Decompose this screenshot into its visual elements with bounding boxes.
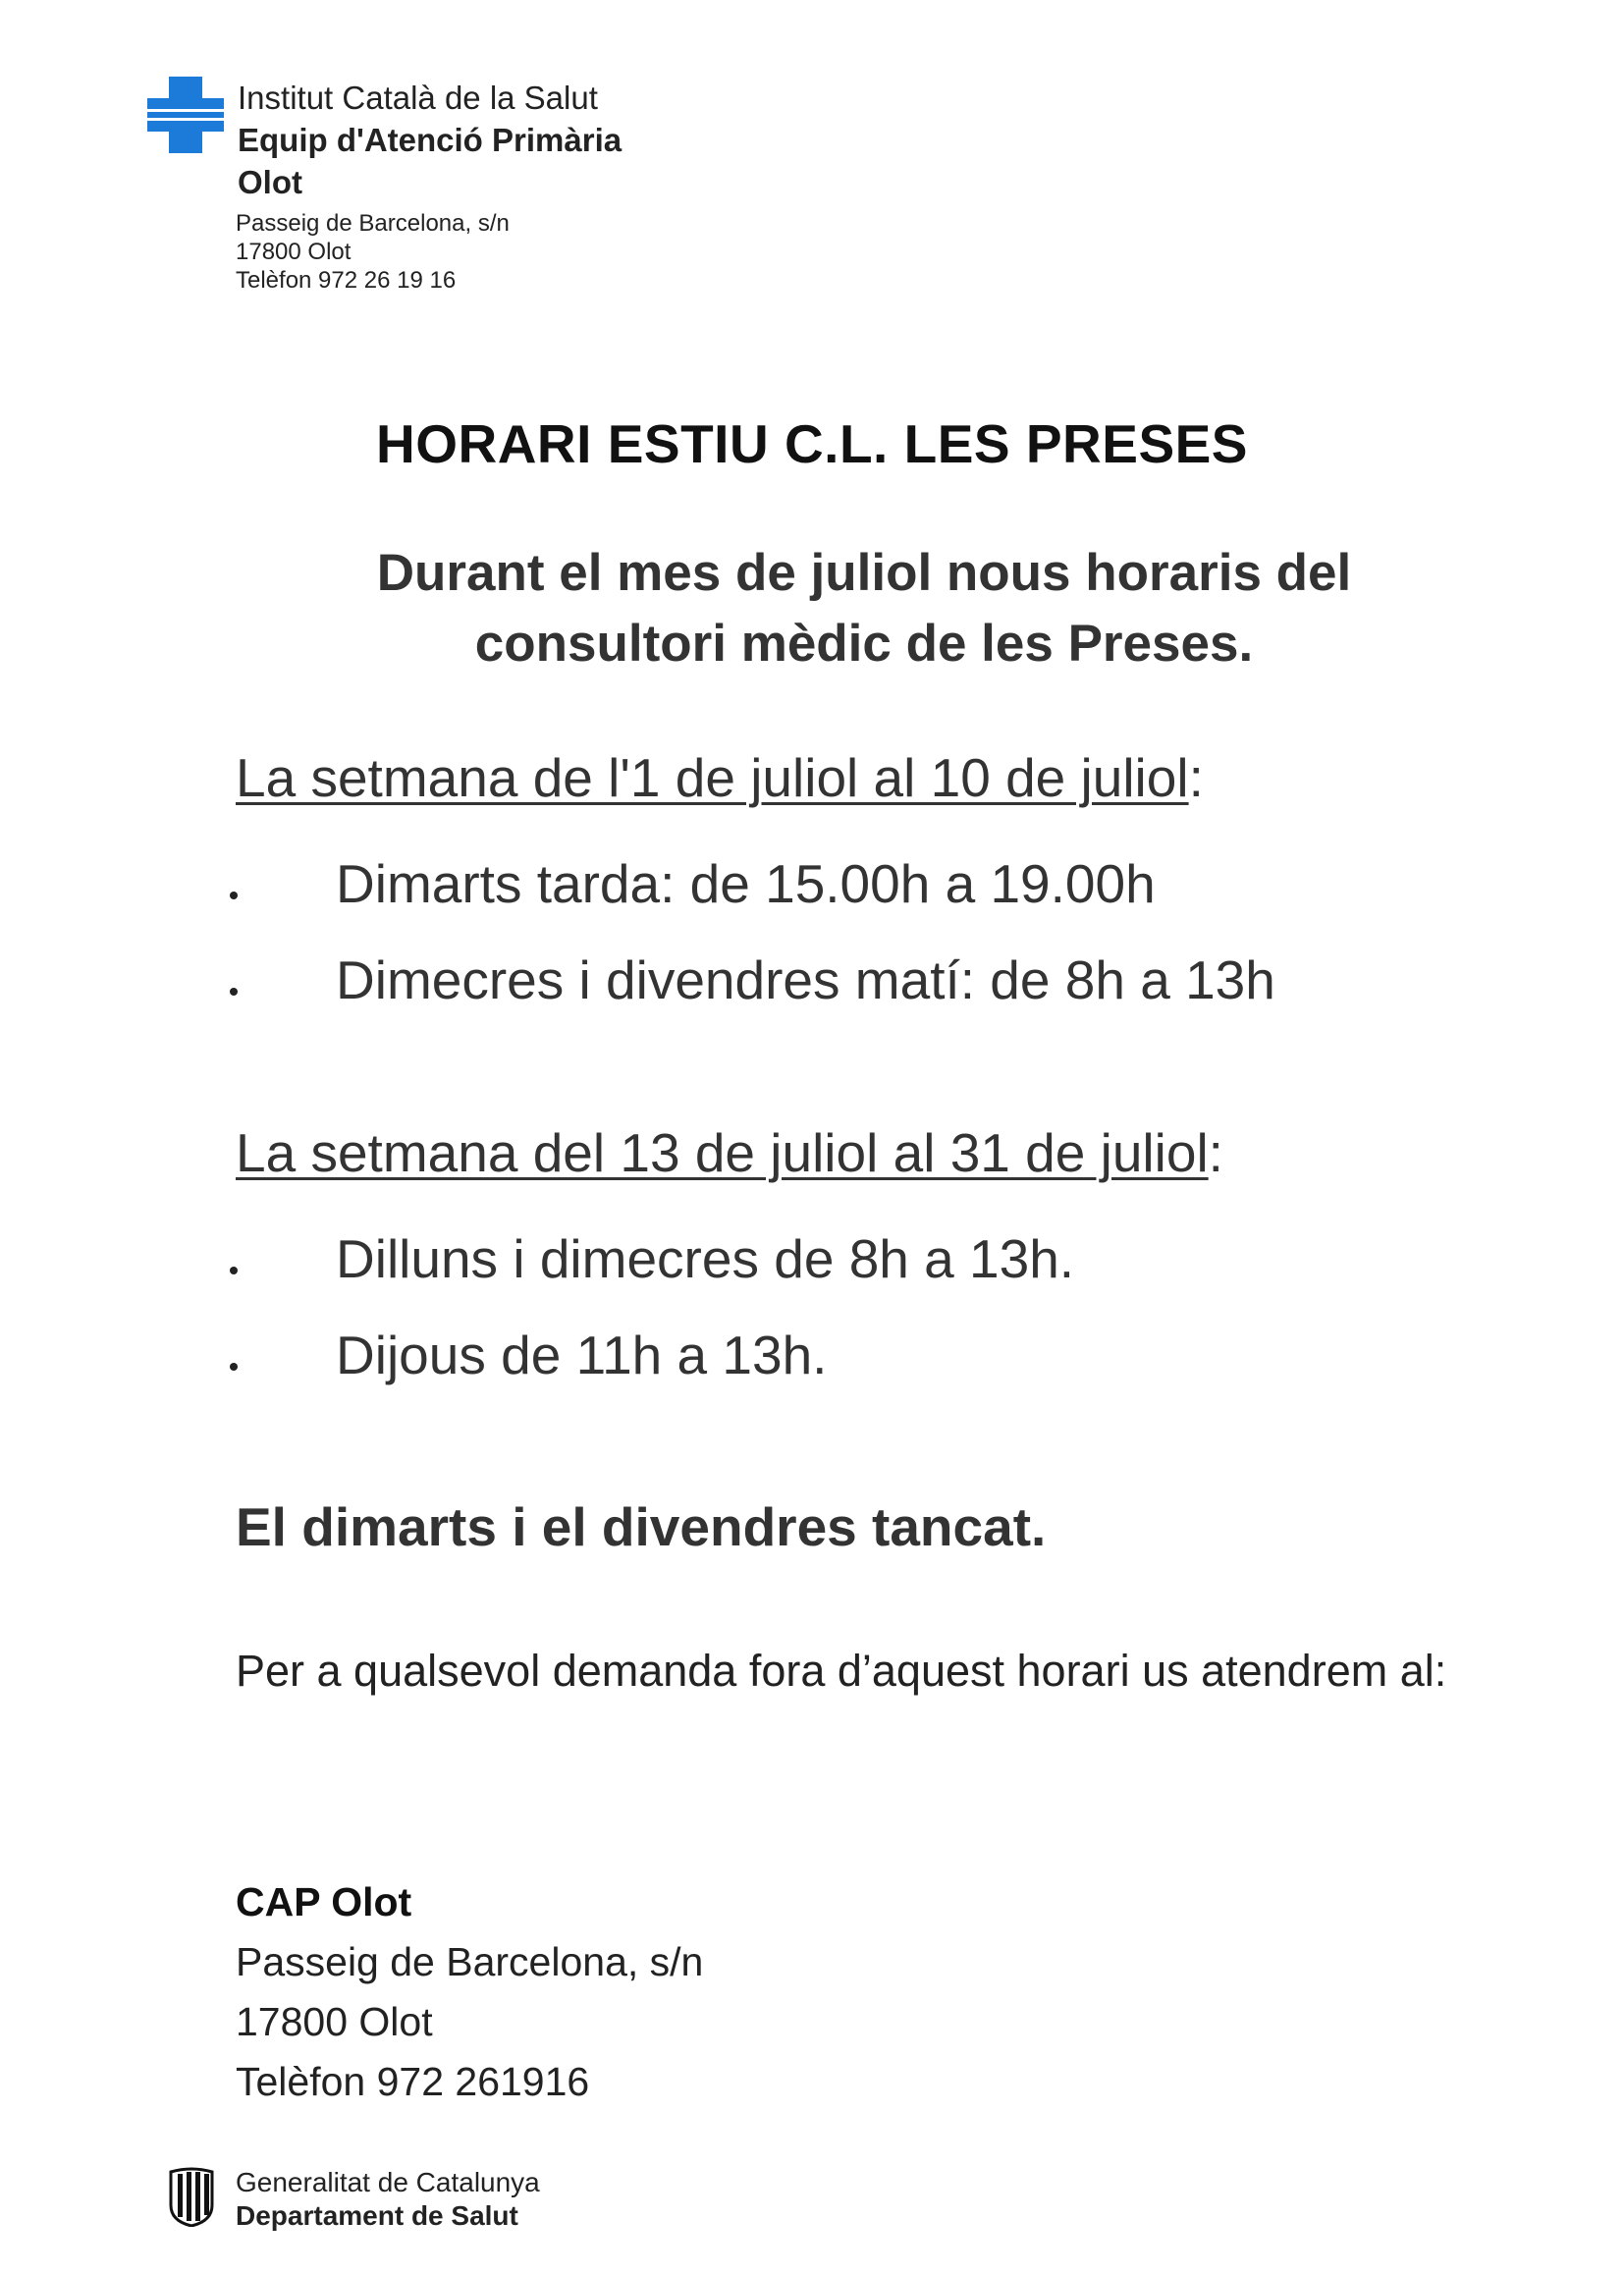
bullet-icon [230, 892, 238, 899]
header-address-phone: Telèfon 972 26 19 16 [236, 267, 457, 294]
header-address [236, 209, 510, 295]
bullet-icon [230, 988, 238, 996]
cap-city: 17800 Olot [236, 1999, 433, 2044]
section-heading-2-text: La setmana del 13 de juliol al 31 de juliol [236, 1122, 1209, 1183]
bullet-icon [230, 1363, 238, 1371]
list-item-text: Dimarts tarda: de 15.00h a 19.00h [336, 853, 1156, 914]
closed-notice: El dimarts i el divendres tancat. [236, 1496, 1047, 1557]
cap-name: CAP Olot [236, 1879, 412, 1924]
footer-department [236, 2166, 540, 2233]
generalitat-shield-icon [167, 2166, 216, 2227]
list-item [226, 948, 1502, 1017]
cap-address: Passeig de Barcelona, s/n [236, 1939, 704, 1984]
org-line-3: Olot [238, 164, 302, 200]
intro-line-2: consultori mèdic de les Preses. [474, 615, 1254, 673]
section-heading-1-text: La setmana de l'1 de juliol al 10 de juliol [236, 747, 1189, 808]
section-heading-2-colon: : [1208, 1122, 1223, 1183]
ics-cross-logo-icon [147, 77, 224, 153]
section-heading-2 [236, 1121, 1223, 1184]
list-item-text: Dilluns i dimecres de 8h a 13h. [336, 1228, 1075, 1289]
list-item [226, 852, 1502, 921]
header-address-city: 17800 Olot [236, 239, 352, 265]
footer-line-1: Generalitat de Catalunya [236, 2167, 540, 2197]
bullet-icon [230, 1267, 238, 1274]
list-item-text: Dimecres i divendres matí: de 8h a 13h [336, 949, 1275, 1010]
list-item [226, 1227, 1502, 1296]
org-line-2: Equip d'Atenció Primària [238, 122, 623, 158]
footer-line-2: Departament de Salut [236, 2200, 518, 2231]
intro-text [177, 538, 1551, 679]
section-heading-1-colon: : [1188, 747, 1204, 808]
list-item [226, 1324, 1502, 1392]
cap-phone: Telèfon 972 261916 [236, 2059, 590, 2104]
list-item-text: Dijous de 11h a 13h. [336, 1325, 828, 1385]
organisation-name [238, 77, 622, 203]
section-heading-1 [236, 746, 1204, 809]
header-address-street: Passeig de Barcelona, s/n [236, 210, 510, 237]
org-line-1: Institut Català de la Salut [238, 80, 598, 116]
intro-line-1: Durant el mes de juliol nous horaris del [376, 544, 1352, 602]
contact-intro: Per a qualsevol demanda fora d’aquest horari us atendrem al: [236, 1646, 1447, 1696]
document-title: HORARI ESTIU C.L. LES PRESES [375, 413, 1248, 474]
